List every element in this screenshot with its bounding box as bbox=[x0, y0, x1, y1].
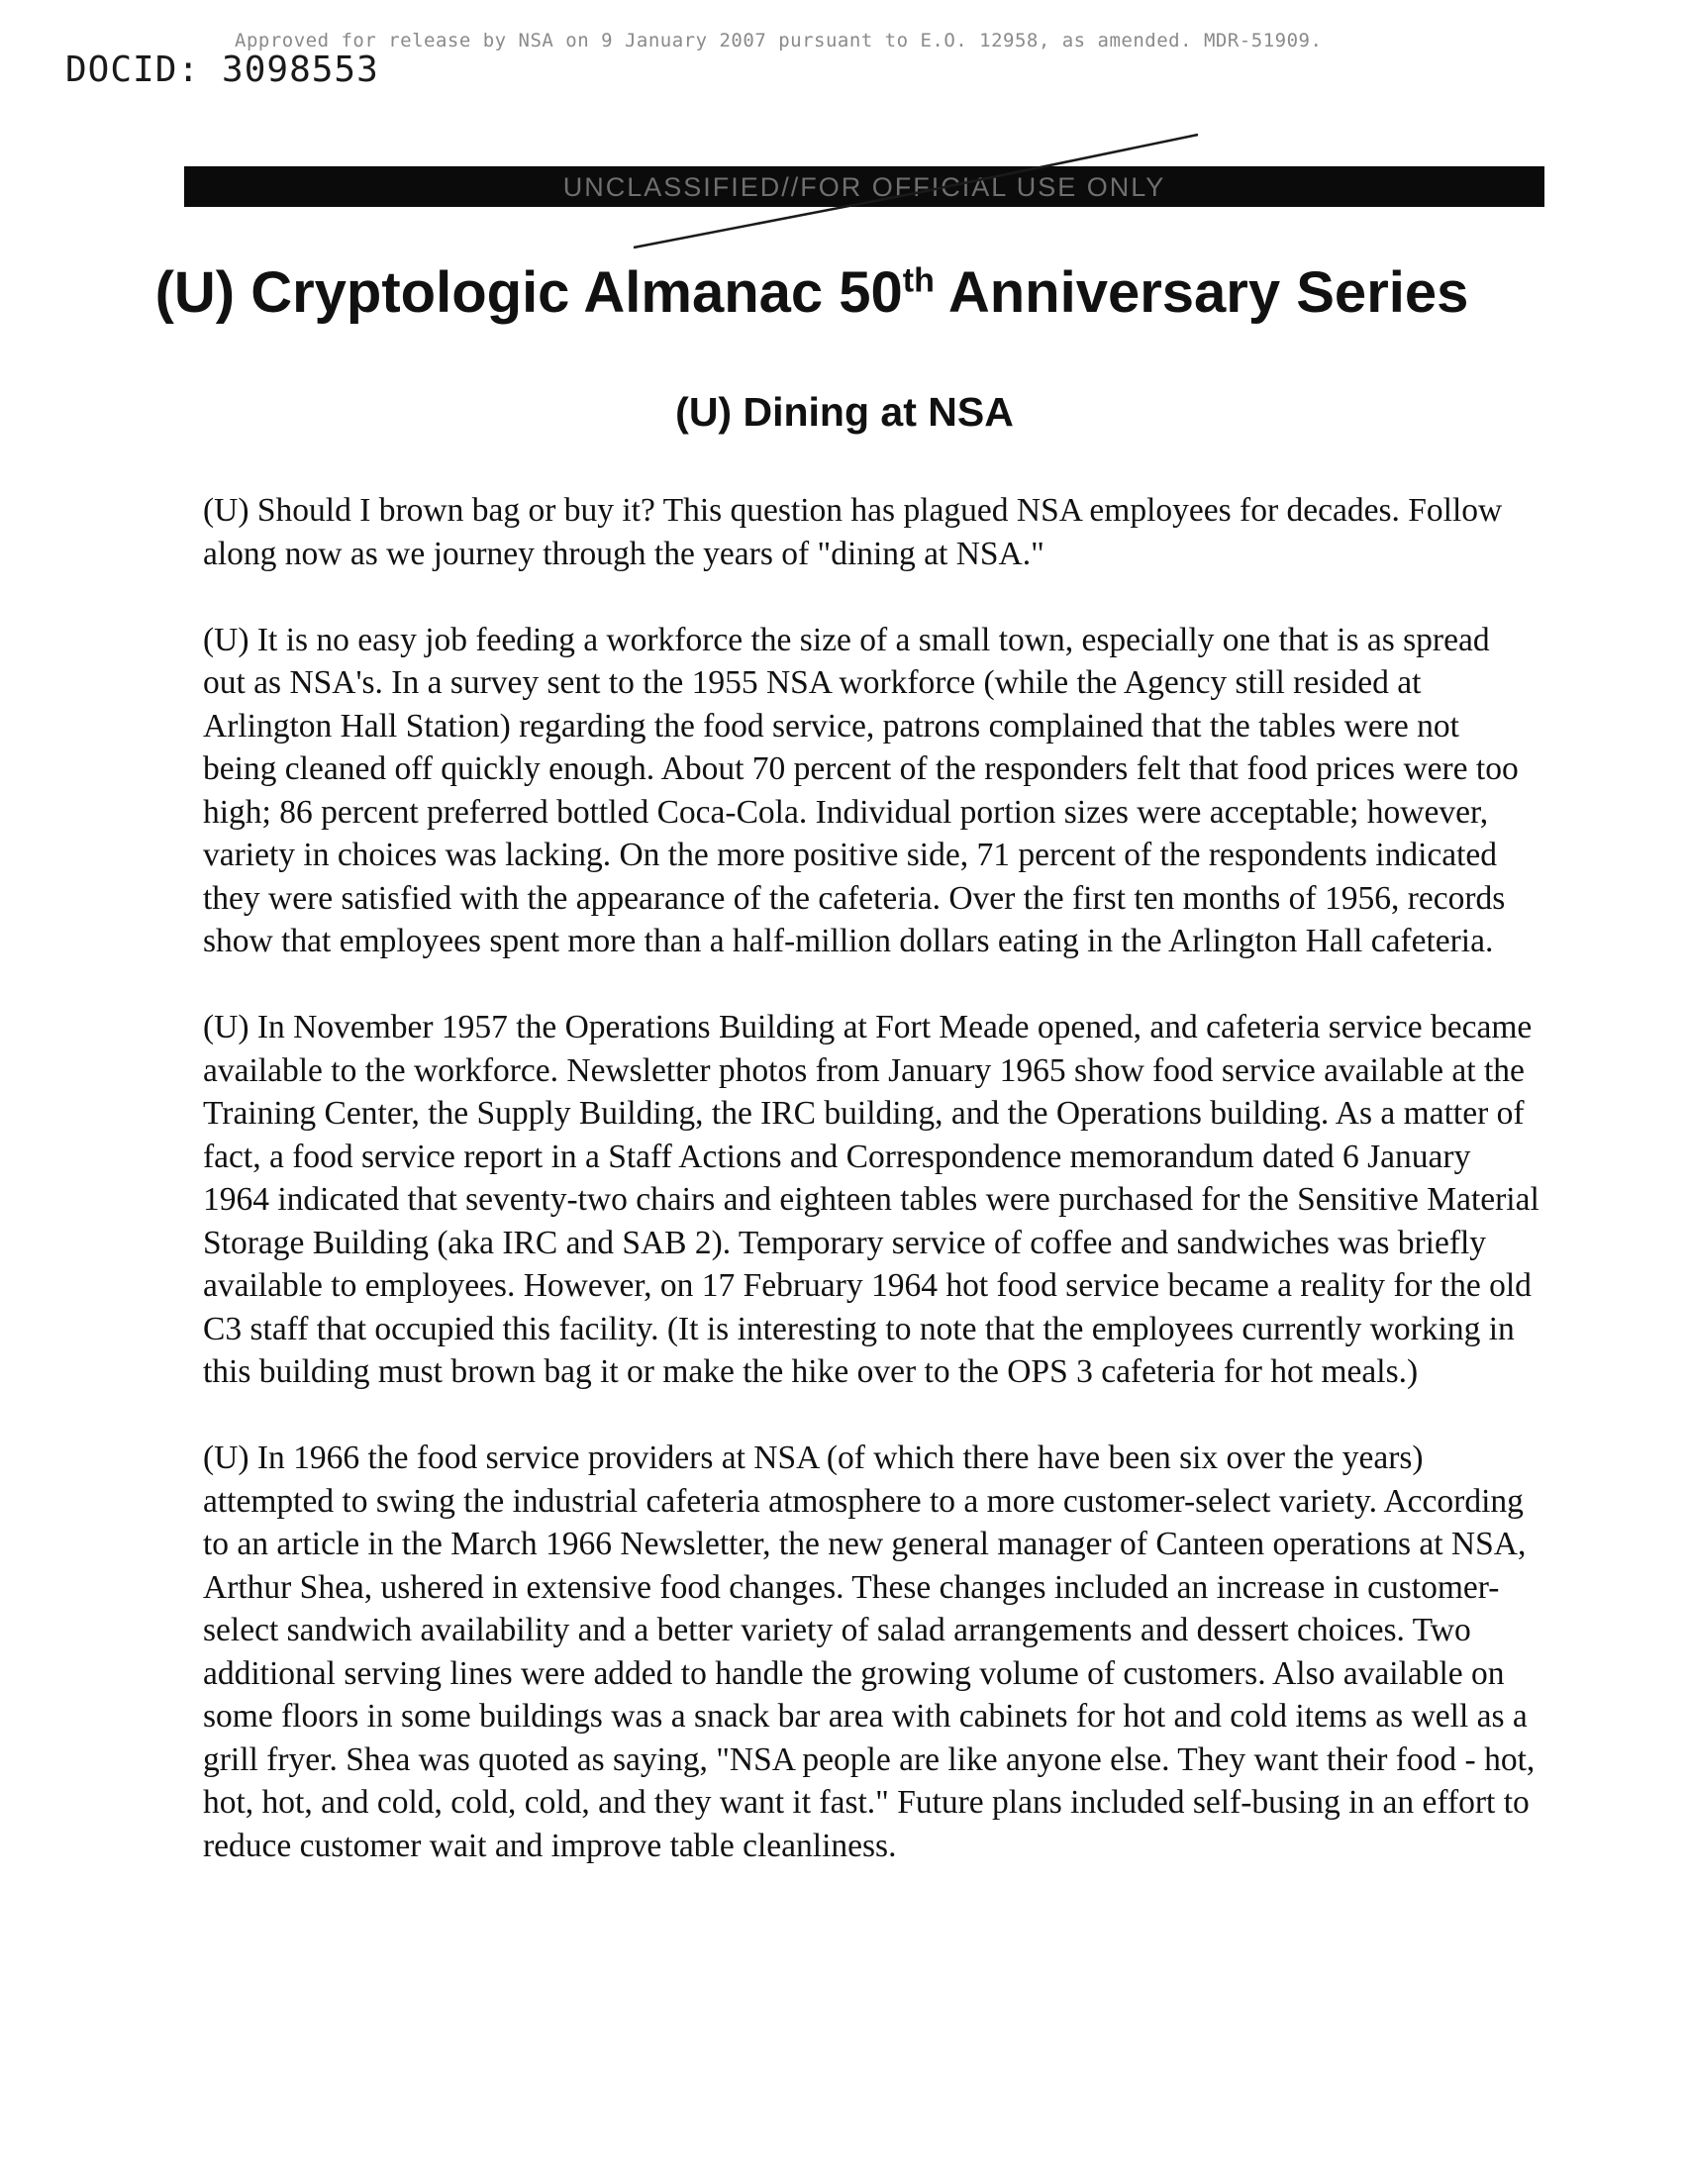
docid-number: 3098553 bbox=[222, 50, 379, 90]
document-subtitle: (U) Dining at NSA bbox=[675, 389, 1014, 435]
title-suffix: Anniversary Series bbox=[934, 260, 1469, 325]
docid-label: DOCID: bbox=[65, 50, 201, 90]
release-statement: Approved for release by NSA on 9 January 2007 pursuant to E.O. 12958, as amended. MDR-51909. bbox=[235, 30, 1323, 51]
paragraph-fort-meade: (U) In November 1957 the Operations Building at Fort Meade opened, and cafeteria service became available to the workforce. Newsletter photos from January 1965 show food service available at the Training Center, the Supply Building, the IRC building, and the Operations building. As a matter of fact, a food service report in a Staff Actions and Correspondence memorandum dated 6 January 1964 indicated that seventy-two chairs and eighteen tables were purchased for the Sensitive Material Storage Building (aka IRC and SAB 2). Temporary service of coffee and sandwiches was briefly available to employees. However, on 17 February 1964 hot food service became a reality for the old C3 staff that occupied this facility. (It is interesting to note that the employees currently working in this building must brown bag it or make the hike over to the OPS 3 cafeteria for hot meals.) bbox=[203, 1009, 1540, 1390]
title-superscript: th bbox=[902, 261, 935, 300]
article-body bbox=[203, 489, 1540, 1911]
document-title bbox=[69, 259, 1554, 326]
classification-marking: UNCLASSIFIED//FOR OFFICIAL USE ONLY bbox=[562, 172, 1166, 202]
docid bbox=[65, 50, 379, 90]
paragraph-intro: (U) Should I brown bag or buy it? This question has plagued NSA employees for decades. Follow along now as we journey through the years of "dining at NSA." bbox=[203, 492, 1503, 572]
paragraph-survey: (U) It is no easy job feeding a workforce the size of a small town, especially one that is as spread out as NSA's. In a survey sent to the 1955 NSA workforce (while the Agency still resided at Arlington Hall Station) regarding the food service, patrons complained that the tables were not being cleaned off quickly enough. About 70 percent of the responders felt that food prices were too high; 86 percent preferred bottled Coca-Cola. Individual portion sizes were acceptable; however, variety in choices was lacking. On the more positive side, 71 percent of the respondents indicated they were satisfied with the appearance of the cafeteria. Over the first ten months of 1956, records show that employees spent more than a half-million dollars eating in the Arlington Hall cafeteria. bbox=[203, 621, 1519, 959]
paragraph-1966-changes: (U) In 1966 the food service providers at NSA (of which there have been six over the years) attempted to swing the industrial cafeteria atmosphere to a more customer-select variety. According to an article in the March 1966 Newsletter, the new general manager of Canteen operations at NSA, Arthur Shea, ushered in extensive food changes. These changes included an increase in customer-select sandwich availability and a better variety of salad arrangements and dessert choices. Two additional serving lines were added to handle the growing volume of customers. Also available on some floors in some buildings was a snack bar area with cabinets for hot and cold items as well as a grill fryer. Shea was quoted as saying, "NSA people are like anyone else. They want their food - hot, hot, hot, and cold, cold, cold, and they want it fast." Future plans included self-busing in an effort to reduce customer wait and improve table cleanliness. bbox=[203, 1439, 1536, 1864]
title-prefix: (U) Cryptologic Almanac 50 bbox=[154, 260, 903, 325]
strikethrough-line bbox=[624, 117, 1218, 255]
